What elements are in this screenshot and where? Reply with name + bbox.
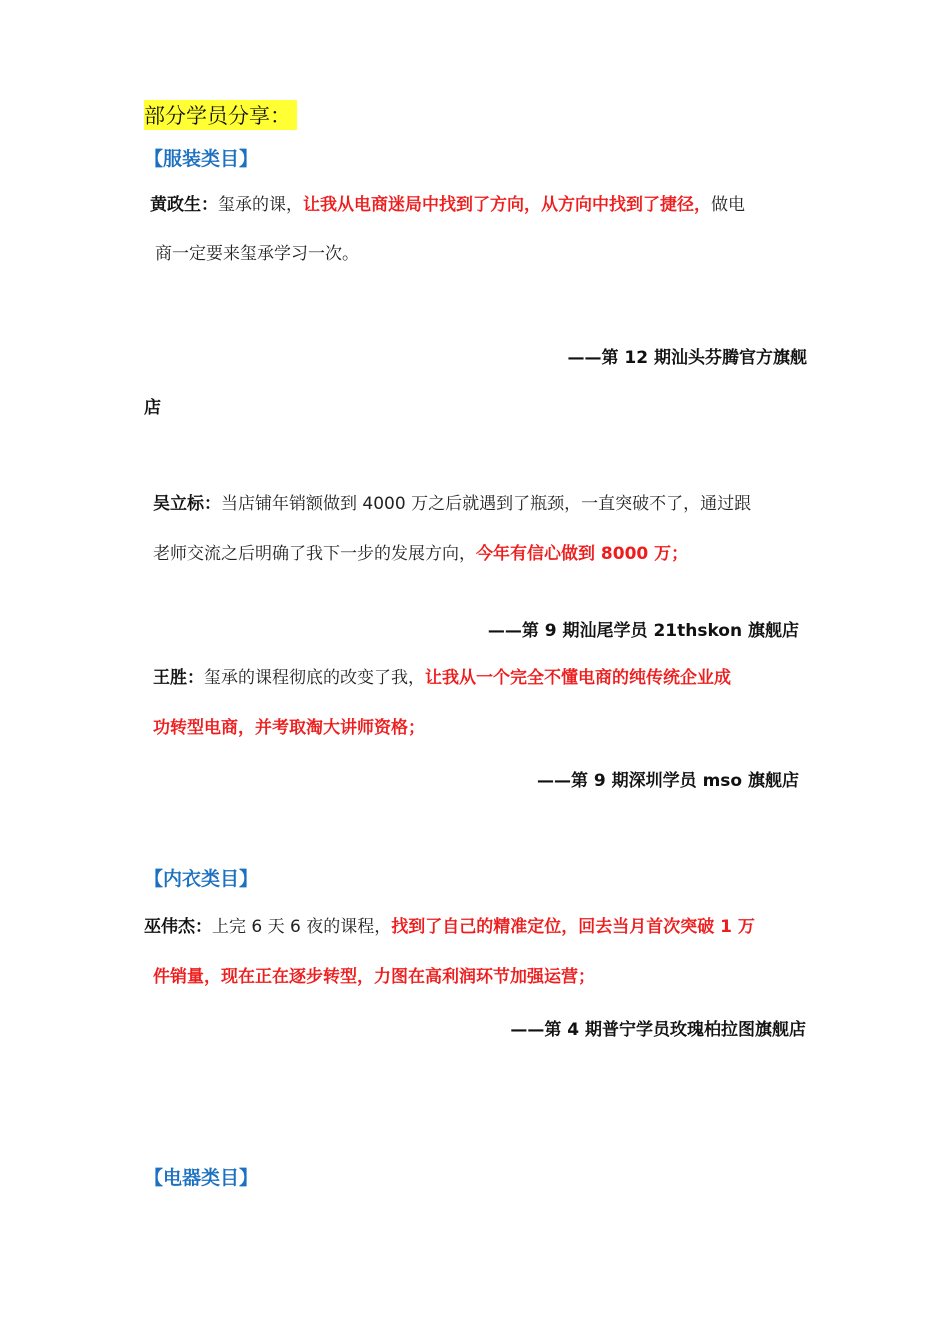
testimonial-text: 玺承的课， — [218, 195, 303, 215]
testimonial-highlight: 今年有信心做到 8000 万； — [476, 544, 689, 564]
testimonial-3-signature: ——第 9 期深圳学员 mso 旗舰店 — [536, 771, 799, 791]
testimonial-text: 玺承的课程彻底的改变了我， — [204, 668, 425, 688]
testimonial-highlight: 找到了自己的精准定位，回去当月首次突破 1 万 — [391, 917, 755, 937]
testimonial-1-line-2: 商一定要来玺承学习一次。 — [155, 244, 359, 264]
testimonial-1-signature-cont: 店 — [144, 398, 161, 418]
category-electronics: 【电器类目】 — [144, 1167, 259, 1189]
testimonial-3-line-1 — [153, 666, 731, 690]
category-clothing: 【服装类目】 — [144, 148, 259, 170]
testimonial-name: 吴立标： — [153, 494, 221, 514]
testimonial-highlight: 让我从电商迷局中找到了方向，从方向中找到了捷径， — [303, 195, 711, 215]
section-heading: 部分学员分享： — [144, 100, 297, 130]
testimonial-4-line-1 — [144, 915, 755, 939]
testimonial-4-signature: ——第 4 期普宁学员玫瑰柏拉图旗舰店 — [510, 1020, 806, 1040]
category-underwear: 【内衣类目】 — [144, 868, 259, 890]
testimonial-text: 老师交流之后明确了我下一步的发展方向， — [153, 544, 476, 564]
testimonial-name: 黄政生： — [150, 195, 218, 215]
testimonial-1-line-1 — [150, 193, 745, 217]
testimonial-name: 巫伟杰： — [144, 917, 212, 937]
testimonial-4-line-2: 件销量，现在正在逐步转型，力图在高利润环节加强运营； — [153, 967, 595, 987]
testimonial-text: 当店铺年销额做到 4000 万之后就遇到了瓶颈，一直突破不了，通过跟 — [221, 494, 752, 514]
testimonial-2-signature: ——第 9 期汕尾学员 21thskon 旗舰店 — [487, 621, 799, 641]
testimonial-2-line-2 — [153, 542, 688, 566]
testimonial-3-line-2: 功转型电商，并考取淘大讲师资格； — [153, 718, 425, 738]
testimonial-highlight: 让我从一个完全不懂电商的纯传统企业成 — [425, 668, 731, 688]
testimonial-2-line-1 — [153, 492, 751, 516]
testimonial-text: 上完 6 天 6 夜的课程， — [212, 917, 392, 937]
testimonial-text: 做电 — [711, 195, 745, 215]
testimonial-1-signature: ——第 12 期汕头芬腾官方旗舰 — [567, 348, 807, 368]
testimonial-name: 王胜： — [153, 668, 204, 688]
